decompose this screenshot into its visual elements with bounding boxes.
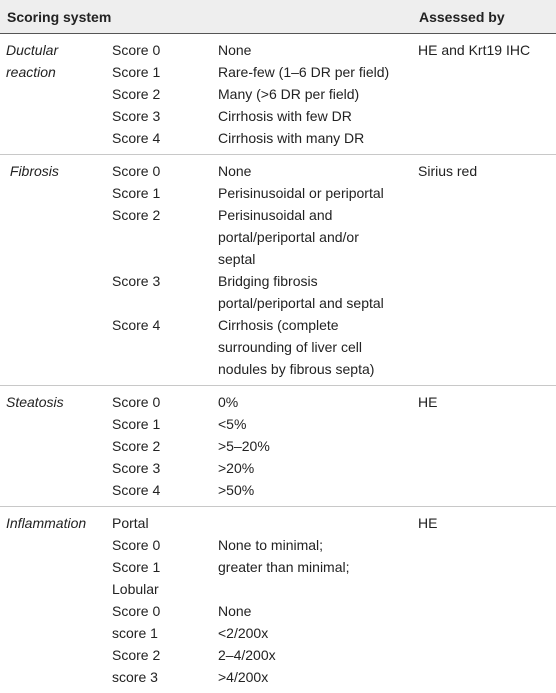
score-description: Perisinusoidal or periportal <box>218 185 384 201</box>
score-label: score 3 <box>112 669 158 685</box>
category-label: Ductular <box>6 42 59 58</box>
score-label: Score 0 <box>112 537 161 553</box>
score-description-line: portal/periportal and septal <box>218 295 384 311</box>
score-description: Rare-few (1–6 DR per field) <box>218 64 390 80</box>
header-assessed-by: Assessed by <box>419 8 505 25</box>
score-label: Score 1 <box>112 416 161 432</box>
score-description-line: surrounding of liver cell <box>218 339 362 355</box>
table-row <box>0 479 556 501</box>
assessed-by-value: Sirius red <box>418 163 478 179</box>
score-label: Score 2 <box>112 438 161 454</box>
score-label: Score 1 <box>112 559 161 575</box>
section-ductular-reaction <box>0 34 556 155</box>
table-row <box>0 83 556 105</box>
score-description <box>218 204 418 270</box>
score-label: Score 4 <box>112 482 161 498</box>
assessed-by-value: HE <box>418 515 438 531</box>
table-row <box>0 127 556 149</box>
table-row <box>0 105 556 127</box>
score-description-line: Bridging fibrosis <box>218 273 318 289</box>
table-row <box>0 391 556 413</box>
table-row <box>0 666 556 688</box>
score-description: 0% <box>218 394 239 410</box>
score-label: Score 0 <box>112 603 161 619</box>
score-description: >5–20% <box>218 438 270 454</box>
score-description-line: nodules by fibrous septa) <box>218 361 375 377</box>
score-description: Cirrhosis with many DR <box>218 130 365 146</box>
score-label: Score 0 <box>112 42 161 58</box>
score-description: <2/200x <box>218 625 269 641</box>
category-label: Fibrosis <box>6 163 59 179</box>
score-label: Score 3 <box>112 273 161 289</box>
score-label: Lobular <box>112 581 159 597</box>
score-label: Score 2 <box>112 207 161 223</box>
score-description-line: septal <box>218 251 256 267</box>
score-label: Score 3 <box>112 460 161 476</box>
table-row <box>0 435 556 457</box>
score-description: >20% <box>218 460 255 476</box>
table-row <box>0 39 556 61</box>
table-row <box>0 622 556 644</box>
table-row <box>0 600 556 622</box>
score-description-line: portal/periportal and/or <box>218 229 359 245</box>
score-description: Cirrhosis with few DR <box>218 108 352 124</box>
section-fibrosis <box>0 155 556 386</box>
header-scoring-system: Scoring system <box>7 8 112 25</box>
score-description-line: Perisinusoidal and <box>218 207 333 223</box>
assessed-by-value: HE <box>418 394 438 410</box>
score-label: Score 0 <box>112 394 161 410</box>
category-label-continued: reaction <box>6 64 56 80</box>
category-label: Inflammation <box>6 515 87 531</box>
table-row <box>0 182 556 204</box>
score-description: None to minimal; <box>218 537 324 553</box>
score-description: None <box>218 163 252 179</box>
category-label: Steatosis <box>6 394 64 410</box>
score-description: None <box>218 603 252 619</box>
table-row <box>0 457 556 479</box>
score-label: Score 3 <box>112 108 161 124</box>
assessed-by-value: HE and Krt19 IHC <box>418 42 531 58</box>
score-description: Many (>6 DR per field) <box>218 86 360 102</box>
table-row <box>0 644 556 666</box>
score-label: score 1 <box>112 625 158 641</box>
table-row <box>0 314 556 380</box>
score-description: >4/200x <box>218 669 269 685</box>
score-label: Score 4 <box>112 130 161 146</box>
score-description-line: Cirrhosis (complete <box>218 317 339 333</box>
table-row <box>0 512 556 534</box>
table-row <box>0 556 556 578</box>
score-description: >50% <box>218 482 255 498</box>
score-description: 2–4/200x <box>218 647 276 663</box>
score-label: Portal <box>112 515 149 531</box>
score-label: Score 4 <box>112 317 161 333</box>
score-label: Score 1 <box>112 185 161 201</box>
table-header <box>0 0 556 34</box>
score-description: None <box>218 42 252 58</box>
score-label: Score 2 <box>112 86 161 102</box>
score-description <box>218 314 418 380</box>
score-description: <5% <box>218 416 247 432</box>
score-label: Score 0 <box>112 163 161 179</box>
score-label: Score 1 <box>112 64 161 80</box>
table-row <box>0 413 556 435</box>
table-row <box>0 160 556 182</box>
table-row <box>0 204 556 270</box>
score-label: Score 2 <box>112 647 161 663</box>
table-row <box>0 534 556 556</box>
table-row <box>0 270 556 314</box>
section-inflammation <box>0 507 556 693</box>
table-row <box>0 61 556 83</box>
score-description: greater than minimal; <box>218 559 350 575</box>
section-steatosis <box>0 386 556 507</box>
table-row <box>0 578 556 600</box>
score-description <box>218 270 418 314</box>
